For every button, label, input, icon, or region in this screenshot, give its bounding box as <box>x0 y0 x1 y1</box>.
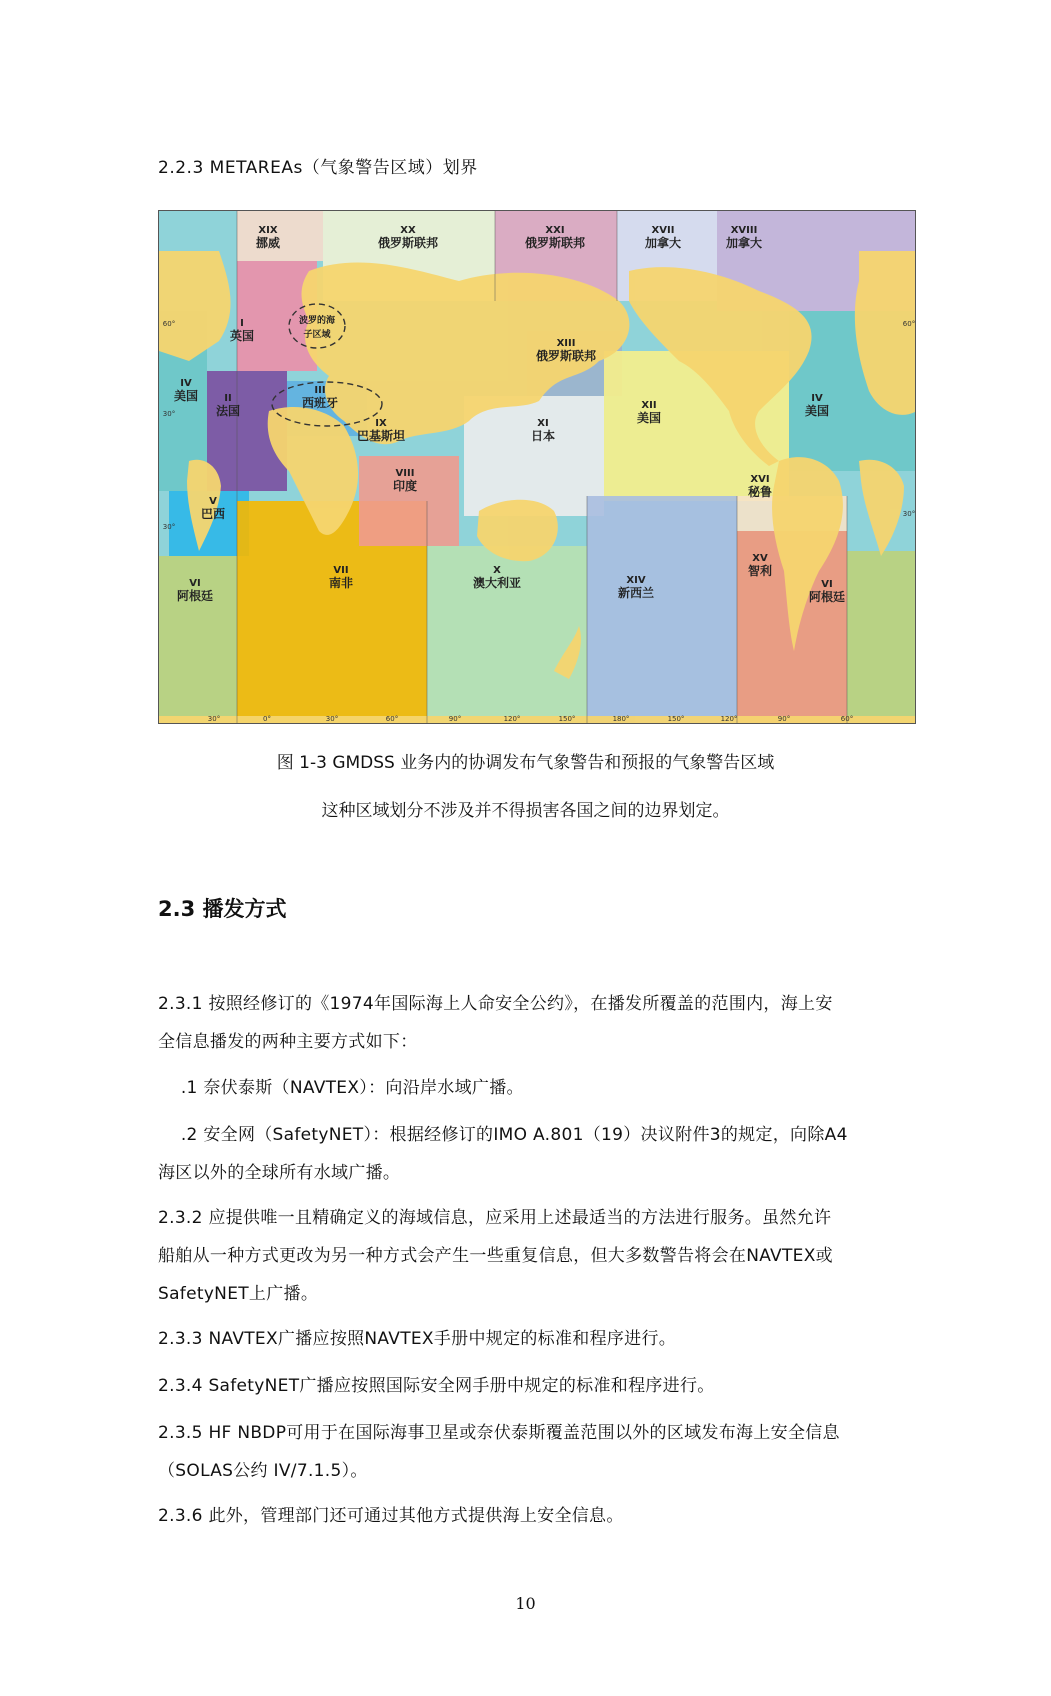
zone-number-label: XII <box>641 400 657 411</box>
paragraph-2-3-6 <box>158 1497 893 1535</box>
zone-name-label: 子区域 <box>303 330 331 340</box>
paragraph-line: 2.3.4 SafetyNET广播应按照国际安全网手册中规定的标准和程序进行。 <box>158 1376 715 1396</box>
paragraph-line: 海区以外的全球所有水域广播。 <box>158 1163 401 1183</box>
zone-number-label: V <box>209 496 217 507</box>
zone-number-label: XIII <box>556 338 576 349</box>
longitude-tick-label: 90° <box>777 715 791 723</box>
paragraph-item-1 <box>158 1069 893 1107</box>
figure-caption: 图 1-3 GMDSS 业务内的协调发布气象警告和预报的气象警告区域 <box>276 753 775 773</box>
paragraph-line: 2.3.2 应提供唯一且精确定义的海域信息，应采用上述最适当的方法进行服务。虽然允许 <box>158 1208 832 1228</box>
paragraph-line: 2.3.6 此外，管理部门还可通过其他方式提供海上安全信息。 <box>158 1506 624 1526</box>
zone-name-label: 英国 <box>229 329 255 343</box>
longitude-tick-label: 180° <box>612 715 630 723</box>
paragraph-line: .2 安全网（SafetyNET）：根据经修订的IMO A.801（19）决议附件3的规定，向除A4 <box>158 1125 848 1145</box>
zone-name-label: 智利 <box>747 564 773 578</box>
longitude-tick-label: 150° <box>667 715 685 723</box>
zone-number-label: X <box>493 565 501 576</box>
longitude-tick-label: 120° <box>503 715 521 723</box>
zone-name-label: 俄罗斯联邦 <box>377 236 439 250</box>
zone-number-label: XIX <box>258 225 278 236</box>
zone-number-label: XVII <box>651 225 675 236</box>
latitude-tick-label: 30° <box>162 410 176 418</box>
longitude-tick-label: 150° <box>558 715 576 723</box>
latitude-tick-label: 60° <box>162 320 176 328</box>
section-title: 2.3 播发方式 <box>158 897 287 921</box>
zone-name-label: 俄罗斯联邦 <box>535 349 597 363</box>
zone-name-label: 巴西 <box>200 507 226 521</box>
zone-number-label: VII <box>333 565 349 576</box>
zone-name-label: 加拿大 <box>644 236 682 250</box>
paragraph-line: .1 奈伏泰斯（NAVTEX）：向沿岸水域广播。 <box>158 1078 524 1098</box>
zone-name-label: 巴基斯坦 <box>356 429 406 443</box>
zone-number-label: VIII <box>395 468 415 479</box>
zone-number-label: XI <box>537 418 549 429</box>
zone-name-label: 加拿大 <box>725 236 763 250</box>
paragraph-2-3-3 <box>158 1320 893 1358</box>
latitude-tick-label: 60° <box>902 320 916 328</box>
paragraph-line: 船舶从一种方式更改为另一种方式会产生一些重复信息，但大多数警告将会在NAVTEX或 <box>158 1246 833 1266</box>
paragraph-line: 2.3.1 按照经修订的《1974年国际海上人命安全公约》，在播发所覆盖的范围内，海上安 <box>158 994 833 1014</box>
longitude-tick-label: 60° <box>385 715 399 723</box>
page-number: 10 <box>515 1594 536 1613</box>
zone-number-label: VI <box>189 578 201 589</box>
paragraph-2-3-2 <box>158 1199 893 1313</box>
longitude-tick-label: 90° <box>448 715 462 723</box>
zone-number-label: XVI <box>750 474 770 485</box>
zone-number-label: XIV <box>626 575 646 586</box>
figure-note: 这种区域划分不涉及并不得损害各国之间的边界划定。 <box>321 801 730 821</box>
zone-name-label: 美国 <box>804 404 830 418</box>
zone-number-label: II <box>224 393 232 404</box>
longitude-tick-label: 30° <box>325 715 339 723</box>
paragraph-line: 全信息播发的两种主要方式如下： <box>158 1032 418 1052</box>
zone-name-label: 秘鲁 <box>747 485 773 499</box>
longitude-tick-label: 0° <box>263 715 271 723</box>
zone-name-label: 西班牙 <box>301 396 339 410</box>
zone-name-label: 印度 <box>392 479 418 493</box>
zone-name-label: 挪威 <box>255 236 281 250</box>
paragraph-item-2 <box>158 1116 893 1192</box>
subsection-heading: 2.2.3 METAREAs（气象警告区域）划界 <box>158 158 478 178</box>
zone-name-label: 法国 <box>215 404 241 418</box>
longitude-tick-label: 60° <box>840 715 854 723</box>
paragraph-2-3-4 <box>158 1367 893 1405</box>
zone-name-label: 阿根廷 <box>176 589 214 603</box>
paragraph-line: 2.3.3 NAVTEX广播应按照NAVTEX手册中规定的标准和程序进行。 <box>158 1329 677 1349</box>
zone-name-label: 美国 <box>173 389 199 403</box>
paragraph-line: 2.3.5 HF NBDP可用于在国际海事卫星或奈伏泰斯覆盖范围以外的区域发布海上安全信息 <box>158 1423 840 1443</box>
zone-name-label: 南非 <box>328 576 354 590</box>
zone-name-label: 俄罗斯联邦 <box>524 236 586 250</box>
zone-number-label: I <box>240 318 244 329</box>
zone-number-label: XX <box>400 225 416 236</box>
zone-number-label: XXI <box>545 225 565 236</box>
zone-number-label: IV <box>811 393 823 404</box>
zone-number-label: IV <box>180 378 192 389</box>
zone-number-label: IX <box>375 418 387 429</box>
latitude-tick-label: 30° <box>162 523 176 531</box>
zone-number-label: III <box>314 385 326 396</box>
zone-name-label: 新西兰 <box>617 586 655 600</box>
zone-number-label: VI <box>821 579 833 590</box>
longitude-tick-label: 30° <box>207 715 221 723</box>
paragraph-line: （SOLAS公约 IV/7.1.5）。 <box>158 1461 368 1481</box>
zone-name-label: 阿根廷 <box>808 590 846 604</box>
zone-number-label: XV <box>752 553 768 564</box>
zone-name-label: 澳大利亚 <box>472 576 522 590</box>
paragraph-line: SafetyNET上广播。 <box>158 1284 319 1304</box>
metarea-map <box>158 210 916 724</box>
zone-name-label: 日本 <box>530 429 556 443</box>
zone-number-label: XVIII <box>730 225 758 236</box>
paragraph-2-3-1 <box>158 985 893 1061</box>
paragraph-2-3-5 <box>158 1414 893 1490</box>
zone-name-label: 波罗的海 <box>298 316 336 326</box>
latitude-tick-label: 30° <box>902 510 916 518</box>
zone-name-label: 美国 <box>636 411 662 425</box>
longitude-tick-label: 120° <box>720 715 738 723</box>
